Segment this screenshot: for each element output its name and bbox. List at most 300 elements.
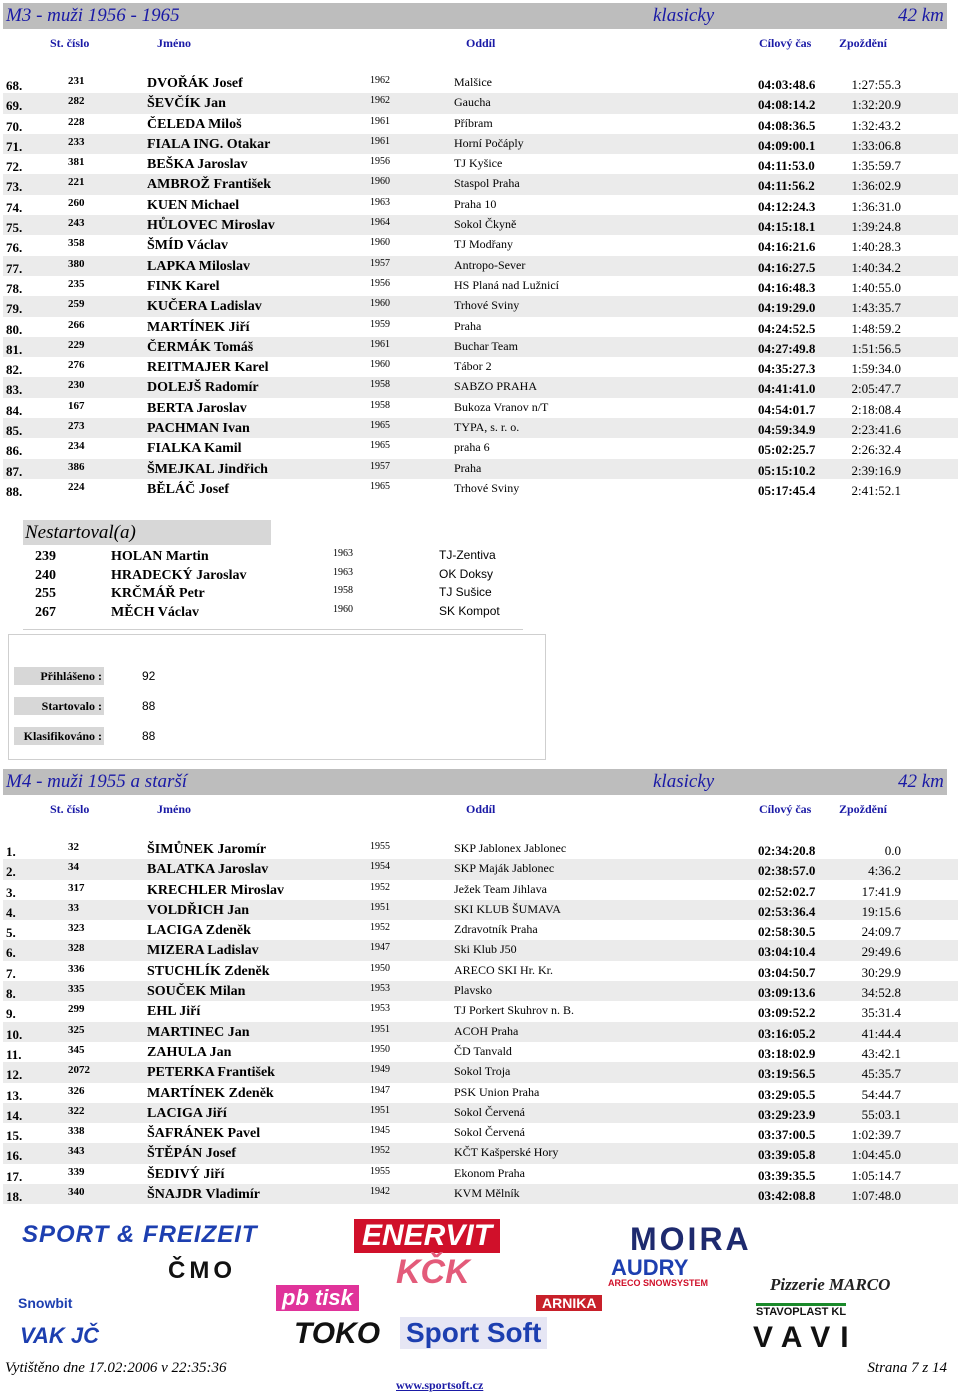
- finish-time-cell: 04:08:14.2: [758, 97, 816, 113]
- rank-cell: 15.: [6, 1128, 23, 1144]
- rank-cell: 77.: [6, 260, 23, 276]
- dns-list: [23, 547, 543, 621]
- bib-number-cell: 358: [68, 237, 85, 250]
- result-row: [3, 296, 958, 316]
- name-cell: ŠEVČÍK Jan: [147, 96, 226, 112]
- time-behind-cell: 1:33:06.8: [851, 137, 901, 153]
- sponsor-logo: ARNIKA: [536, 1295, 602, 1311]
- time-behind-cell: 35:31.4: [861, 1005, 901, 1021]
- birth-year-cell: 1950: [370, 1043, 390, 1055]
- category-distance: 42 km: [898, 771, 944, 792]
- sponsor-logo: AUDRY: [611, 1255, 689, 1280]
- time-behind-cell: 2:41:52.1: [851, 482, 901, 498]
- name-cell: FINK Karel: [147, 278, 220, 294]
- club-cell: Ekonom Praha: [454, 1165, 525, 1180]
- finish-time-cell: 03:42:08.8: [758, 1188, 816, 1204]
- name-cell: ŠNAJDR Vladimír: [147, 1187, 260, 1203]
- birth-year-cell: 1956: [370, 156, 390, 168]
- rank-cell: 81.: [6, 341, 23, 357]
- category-bar-m3: [3, 3, 947, 29]
- bib-number-cell: 273: [68, 420, 85, 433]
- time-behind-cell: 24:09.7: [861, 924, 901, 940]
- finish-time-cell: 04:27:49.8: [758, 340, 816, 356]
- club-cell: SKP Maják Jablonec: [454, 861, 555, 876]
- finish-time-cell: 02:53:36.4: [758, 903, 816, 919]
- result-row: [3, 900, 958, 920]
- time-behind-cell: 41:44.4: [861, 1025, 901, 1041]
- time-behind-cell: 1:04:45.0: [851, 1147, 901, 1163]
- header-time: Cílový čas: [759, 802, 812, 816]
- classified-value: 88: [142, 729, 156, 743]
- classified-label: Klasifikováno :: [14, 727, 104, 745]
- bib-number-cell: 339: [68, 1165, 85, 1178]
- finish-time-cell: 04:09:00.1: [758, 137, 816, 153]
- rank-cell: 69.: [6, 98, 23, 114]
- summary-box: [8, 634, 546, 760]
- time-behind-cell: 43:42.1: [861, 1045, 901, 1061]
- sponsor-logo: STAVOPLAST KL: [756, 1303, 846, 1318]
- club-cell: SKP Jablonex Jablonec: [454, 841, 567, 855]
- name-cell: BĚLÁČ Josef: [147, 481, 230, 497]
- birth-year-cell: 1958: [370, 379, 390, 391]
- time-behind-cell: 1:35:59.7: [851, 158, 901, 174]
- rank-cell: 18.: [6, 1189, 23, 1205]
- started-label: Startovalo :: [14, 697, 104, 715]
- result-row: [3, 1083, 958, 1103]
- rank-cell: 11.: [6, 1046, 22, 1062]
- club-cell: TJ Kyšice: [454, 156, 503, 171]
- page-number: Strana 7 z 14: [867, 1360, 947, 1376]
- result-row: [3, 276, 958, 296]
- dns-row: [23, 603, 543, 622]
- bib-number-cell: 240: [35, 567, 56, 583]
- rank-cell: 88.: [6, 483, 23, 499]
- bib-number-cell: 335: [68, 983, 85, 996]
- time-behind-cell: 34:52.8: [861, 985, 901, 1001]
- result-row: [3, 839, 958, 859]
- header-time: Cílový čas: [759, 36, 812, 50]
- bib-number-cell: 259: [68, 298, 85, 311]
- club-cell: ACOH Praha: [454, 1023, 519, 1038]
- time-behind-cell: 1:40:28.3: [851, 239, 901, 255]
- name-cell: VOLDŘICH Jan: [147, 902, 250, 918]
- finish-time-cell: 03:18:02.9: [758, 1045, 816, 1061]
- category-title: M3 - muži 1956 - 1965: [6, 5, 180, 26]
- result-row: [3, 459, 958, 479]
- birth-year-cell: 1947: [370, 1084, 390, 1096]
- birth-year-cell: 1953: [370, 983, 390, 995]
- name-cell: MARTINEC Jan: [147, 1024, 250, 1040]
- name-cell: DVOŘÁK Josef: [147, 76, 243, 91]
- bib-number-cell: 260: [68, 196, 85, 209]
- birth-year-cell: 1963: [333, 566, 353, 578]
- finish-time-cell: 03:37:00.5: [758, 1127, 816, 1143]
- result-row: [3, 1164, 958, 1184]
- results-table-m4: [3, 839, 958, 1204]
- result-row: [3, 235, 958, 255]
- rank-cell: 79.: [6, 301, 23, 317]
- name-cell: BEŠKA Jaroslav: [147, 157, 248, 173]
- result-row: [3, 256, 958, 276]
- summary-started: [14, 697, 534, 715]
- name-cell: MARTÍNEK Zdeněk: [147, 1085, 274, 1101]
- rank-cell: 73.: [6, 179, 23, 195]
- time-behind-cell: 1:59:34.0: [851, 361, 901, 377]
- bib-number-cell: 326: [68, 1084, 85, 1097]
- bib-number-cell: 230: [68, 379, 85, 392]
- result-row: [3, 479, 958, 499]
- birth-year-cell: 1962: [370, 75, 390, 86]
- sponsor-logo: MOIRA: [630, 1221, 752, 1257]
- result-row: [3, 73, 958, 93]
- sponsor-logo: pb tisk: [276, 1285, 359, 1311]
- finish-time-cell: 02:58:30.5: [758, 924, 816, 940]
- result-row: [3, 114, 958, 134]
- sponsor-logo: SPORT & FREIZEIT: [22, 1221, 258, 1248]
- finish-time-cell: 04:03:48.6: [758, 77, 816, 92]
- club-cell: Ski Klub J50: [454, 942, 517, 957]
- finish-time-cell: 04:16:48.3: [758, 279, 816, 295]
- time-behind-cell: 1:40:34.2: [851, 259, 901, 275]
- rank-cell: 75.: [6, 220, 23, 236]
- rank-cell: 3.: [6, 884, 16, 900]
- bib-number-cell: 276: [68, 359, 85, 372]
- club-cell: ARECO SKI Hr. Kr.: [454, 962, 554, 977]
- birth-year-cell: 1963: [370, 196, 390, 208]
- rank-cell: 5.: [6, 925, 16, 941]
- category-distance: 42 km: [898, 5, 944, 26]
- club-cell: Praha: [454, 460, 482, 475]
- birth-year-cell: 1959: [370, 318, 390, 330]
- bib-number-cell: 231: [68, 75, 85, 87]
- footer-link[interactable]: www.sportsoft.cz: [396, 1378, 484, 1392]
- bib-number-cell: 299: [68, 1003, 85, 1016]
- registered-value: 92: [142, 669, 156, 683]
- birth-year-cell: 1952: [370, 922, 390, 934]
- rank-cell: 72.: [6, 159, 23, 175]
- birth-year-cell: 1958: [370, 399, 390, 411]
- rank-cell: 2.: [6, 864, 16, 880]
- name-cell: KRČMÁŘ Petr: [111, 586, 205, 601]
- birth-year-cell: 1955: [370, 841, 390, 852]
- club-cell: Plavsko: [454, 983, 493, 998]
- finish-time-cell: 04:12:24.3: [758, 198, 816, 214]
- name-cell: ČELEDA Miloš: [147, 116, 242, 132]
- birth-year-cell: 1942: [370, 1186, 390, 1198]
- club-cell: SKI KLUB ŠUMAVA: [454, 901, 561, 916]
- result-row: [3, 337, 958, 357]
- birth-year-cell: 1951: [370, 1104, 390, 1116]
- name-cell: SOUČEK Milan: [147, 984, 246, 1000]
- time-behind-cell: 30:29.9: [861, 964, 901, 980]
- birth-year-cell: 1960: [333, 603, 353, 615]
- result-row: [3, 1143, 958, 1163]
- birth-year-cell: 1952: [370, 881, 390, 893]
- club-cell: Buchar Team: [454, 338, 518, 353]
- time-behind-cell: 4:36.2: [868, 863, 901, 879]
- finish-time-cell: 02:52:02.7: [758, 883, 816, 899]
- time-behind-cell: 2:23:41.6: [851, 422, 901, 438]
- sponsor-logo: TOKO: [294, 1317, 381, 1350]
- bib-number-cell: 235: [68, 277, 85, 290]
- birth-year-cell: 1953: [370, 1003, 390, 1015]
- birth-year-cell: 1950: [370, 962, 390, 974]
- header-loss: Zpoždění: [839, 36, 888, 50]
- rank-cell: 86.: [6, 443, 23, 459]
- name-cell: STUCHLÍK Zdeněk: [147, 963, 270, 979]
- rank-cell: 74.: [6, 199, 23, 215]
- result-row: [3, 1184, 958, 1204]
- column-headers-m4: [3, 802, 947, 818]
- sponsor-logo: Pizzerie MARCO: [770, 1275, 891, 1294]
- dns-title: Nestartoval(a): [25, 522, 136, 543]
- result-row: [3, 940, 958, 960]
- club-cell: Praha: [454, 318, 482, 333]
- dns-title-bar: [23, 520, 271, 545]
- results-table-m3: [3, 73, 958, 499]
- result-row: [3, 1042, 958, 1062]
- rank-cell: 10.: [6, 1026, 23, 1042]
- bib-number-cell: 336: [68, 962, 85, 975]
- bib-number-cell: 328: [68, 942, 85, 955]
- sponsor-logo: KČK: [396, 1253, 470, 1291]
- club-cell: Tábor 2: [454, 359, 492, 374]
- birth-year-cell: 1960: [370, 359, 390, 371]
- bib-number-cell: 2072: [68, 1064, 90, 1077]
- name-cell: ČERMÁK Tomáš: [147, 339, 254, 355]
- finish-time-cell: 05:02:25.7: [758, 442, 816, 458]
- birth-year-cell: 1961: [370, 135, 390, 147]
- bib-number-cell: 380: [68, 257, 85, 270]
- name-cell: PETERKA František: [147, 1065, 275, 1081]
- club-cell: HS Planá nad Lužnicí: [454, 277, 559, 292]
- finish-time-cell: 03:39:05.8: [758, 1147, 816, 1163]
- bib-number-cell: 340: [68, 1186, 85, 1199]
- bib-number-cell: 243: [68, 217, 85, 230]
- bib-number-cell: 345: [68, 1043, 85, 1056]
- finish-time-cell: 04:54:01.7: [758, 401, 816, 417]
- category-bar-m4: [3, 769, 947, 795]
- name-cell: HŮLOVEC Miroslav: [147, 218, 275, 234]
- result-row: [3, 154, 958, 174]
- sponsor-logo: Sport Soft: [400, 1317, 547, 1349]
- finish-time-cell: 03:16:05.2: [758, 1025, 816, 1041]
- bib-number-cell: 317: [68, 881, 85, 894]
- rank-cell: 68.: [6, 78, 23, 93]
- club-cell: SK Kompot: [439, 603, 500, 618]
- rank-cell: 83.: [6, 382, 23, 398]
- club-cell: Ježek Team Jihlava: [454, 881, 547, 896]
- birth-year-cell: 1956: [370, 277, 390, 289]
- birth-year-cell: 1957: [370, 257, 390, 269]
- header-club: Oddíl: [466, 36, 496, 50]
- club-cell: Sokol Červená: [454, 1104, 525, 1119]
- time-behind-cell: 1:51:56.5: [851, 340, 901, 356]
- bib-number-cell: 322: [68, 1104, 85, 1117]
- bib-number-cell: 32: [68, 841, 79, 853]
- name-cell: MĚCH Václav: [111, 604, 200, 620]
- bib-number-cell: 228: [68, 115, 85, 128]
- result-row: [3, 195, 958, 215]
- bib-number-cell: 267: [35, 604, 56, 620]
- result-row: [3, 215, 958, 235]
- club-cell: Staspol Praha: [454, 176, 520, 191]
- time-behind-cell: 19:15.6: [861, 903, 901, 919]
- time-behind-cell: 1:48:59.2: [851, 320, 901, 336]
- result-row: [3, 859, 958, 879]
- result-row: [3, 134, 958, 154]
- finish-time-cell: 03:04:10.4: [758, 944, 816, 960]
- name-cell: ZAHULA Jan: [147, 1044, 232, 1060]
- header-name: Jméno: [157, 36, 191, 50]
- time-behind-cell: 2:39:16.9: [851, 462, 901, 478]
- printed-date: Vytištěno dne 17.02:2006 v 22:35:36: [5, 1360, 227, 1376]
- club-cell: praha 6: [454, 440, 490, 455]
- category-style: klasicky: [653, 5, 715, 26]
- name-cell: HOLAN Martin: [111, 549, 209, 564]
- rank-cell: 14.: [6, 1107, 23, 1123]
- rank-cell: 87.: [6, 463, 23, 479]
- time-behind-cell: 1:07:48.0: [851, 1188, 901, 1204]
- club-cell: KČT Kašperské Hory: [454, 1145, 559, 1160]
- club-cell: TJ Sušice: [439, 585, 492, 599]
- club-cell: SABZO PRAHA: [454, 379, 538, 394]
- bib-number-cell: 233: [68, 135, 85, 148]
- club-cell: Malšice: [454, 75, 492, 89]
- rank-cell: 84.: [6, 402, 23, 418]
- time-behind-cell: 2:26:32.4: [851, 442, 901, 458]
- result-row: [3, 1022, 958, 1042]
- rank-cell: 1.: [6, 844, 16, 859]
- finish-time-cell: 05:15:10.2: [758, 462, 816, 478]
- result-row: [3, 317, 958, 337]
- finish-time-cell: 03:09:13.6: [758, 985, 816, 1001]
- birth-year-cell: 1961: [370, 338, 390, 350]
- time-behind-cell: 1:39:24.8: [851, 219, 901, 235]
- bib-number-cell: 229: [68, 338, 85, 351]
- time-behind-cell: 29:49.6: [861, 944, 901, 960]
- sponsor-logo: ČMO: [168, 1257, 236, 1284]
- finish-time-cell: 04:41:41.0: [758, 381, 816, 397]
- time-behind-cell: 55:03.1: [861, 1106, 901, 1122]
- rank-cell: 8.: [6, 986, 16, 1002]
- rank-cell: 76.: [6, 240, 23, 256]
- birth-year-cell: 1965: [370, 420, 390, 432]
- header-number: St. číslo: [50, 36, 90, 50]
- finish-time-cell: 02:38:57.0: [758, 863, 816, 879]
- club-cell: Gaucha: [454, 95, 491, 110]
- result-row: [3, 1001, 958, 1021]
- name-cell: BERTA Jaroslav: [147, 400, 247, 416]
- sponsor-logo: Snowbit: [18, 1295, 73, 1311]
- rank-cell: 82.: [6, 362, 23, 378]
- bib-number-cell: 239: [35, 549, 56, 564]
- club-cell: TJ-Zentiva: [439, 548, 496, 562]
- birth-year-cell: 1960: [370, 237, 390, 249]
- time-behind-cell: 0.0: [884, 843, 901, 858]
- club-cell: TYPA, s. r. o.: [454, 420, 520, 435]
- sponsor-logo: ARECO SNOWSYSTEM: [608, 1278, 709, 1288]
- rank-cell: 6.: [6, 945, 16, 961]
- finish-time-cell: 04:19:29.0: [758, 300, 816, 316]
- club-cell: Bukoza Vranov n/T: [454, 399, 549, 414]
- birth-year-cell: 1954: [370, 861, 390, 873]
- result-row: [3, 1062, 958, 1082]
- result-row: [3, 880, 958, 900]
- birth-year-cell: 1961: [370, 115, 390, 127]
- bib-number-cell: 338: [68, 1125, 85, 1138]
- birth-year-cell: 1951: [370, 1023, 390, 1035]
- name-cell: EHL Jiří: [147, 1004, 201, 1020]
- rank-cell: 80.: [6, 321, 23, 337]
- finish-time-cell: 04:11:53.0: [758, 158, 815, 174]
- time-behind-cell: 1:05:14.7: [851, 1167, 901, 1183]
- time-behind-cell: 1:27:55.3: [851, 77, 901, 92]
- birth-year-cell: 1945: [370, 1125, 390, 1137]
- summary-registered: [14, 667, 534, 685]
- bib-number-cell: 343: [68, 1145, 85, 1158]
- club-cell: Trhové Sviny: [454, 298, 520, 313]
- bib-number-cell: 266: [68, 318, 85, 331]
- header-loss: Zpoždění: [839, 802, 888, 816]
- finish-time-cell: 03:29:05.5: [758, 1086, 816, 1102]
- sponsor-logo: VAK JČ: [20, 1323, 100, 1348]
- bib-number-cell: 34: [68, 861, 79, 874]
- rank-cell: 12.: [6, 1067, 23, 1083]
- result-row: [3, 1123, 958, 1143]
- finish-time-cell: 03:39:35.5: [758, 1167, 816, 1183]
- category-title: M4 - muži 1955 a starší: [6, 771, 188, 792]
- birth-year-cell: 1960: [370, 176, 390, 188]
- time-behind-cell: 1:32:20.9: [851, 97, 901, 113]
- time-behind-cell: 54:44.7: [861, 1086, 901, 1102]
- name-cell: FIALKA Kamil: [147, 441, 242, 457]
- name-cell: KUČERA Ladislav: [147, 299, 262, 315]
- category-style: klasicky: [653, 771, 715, 792]
- finish-time-cell: 04:15:18.1: [758, 219, 816, 235]
- result-row: [3, 1103, 958, 1123]
- name-cell: ŠEDIVÝ Jiří: [147, 1166, 225, 1182]
- club-cell: KVM Mělník: [454, 1186, 520, 1201]
- sponsor-logo: VAVI: [753, 1321, 859, 1354]
- name-cell: LAPKA Miloslav: [147, 258, 251, 274]
- dns-row: [23, 584, 543, 603]
- bib-number-cell: 167: [68, 399, 85, 412]
- result-row: [3, 93, 958, 113]
- birth-year-cell: 1952: [370, 1145, 390, 1157]
- name-cell: ŠIMŮNEK Jaromír: [147, 842, 267, 857]
- time-behind-cell: 17:41.9: [861, 883, 901, 899]
- name-cell: MARTÍNEK Jiří: [147, 319, 250, 335]
- bib-number-cell: 381: [68, 156, 85, 169]
- birth-year-cell: 1951: [370, 901, 390, 913]
- name-cell: ŠAFRÁNEK Pavel: [147, 1126, 261, 1142]
- name-cell: REITMAJER Karel: [147, 360, 269, 376]
- club-cell: Horní Počáply: [454, 135, 524, 150]
- result-row: [3, 418, 958, 438]
- birth-year-cell: 1949: [370, 1064, 390, 1076]
- rank-cell: 9.: [6, 1006, 16, 1022]
- name-cell: ŠTĚPÁN Josef: [147, 1146, 237, 1162]
- finish-time-cell: 04:16:27.5: [758, 259, 816, 275]
- bib-number-cell: 386: [68, 460, 85, 473]
- header-number: St. číslo: [50, 802, 90, 816]
- result-row: [3, 920, 958, 940]
- result-row: [3, 398, 958, 418]
- finish-time-cell: 03:09:52.2: [758, 1005, 816, 1021]
- time-behind-cell: 2:05:47.7: [851, 381, 901, 397]
- club-cell: Trhové Sviny: [454, 480, 520, 495]
